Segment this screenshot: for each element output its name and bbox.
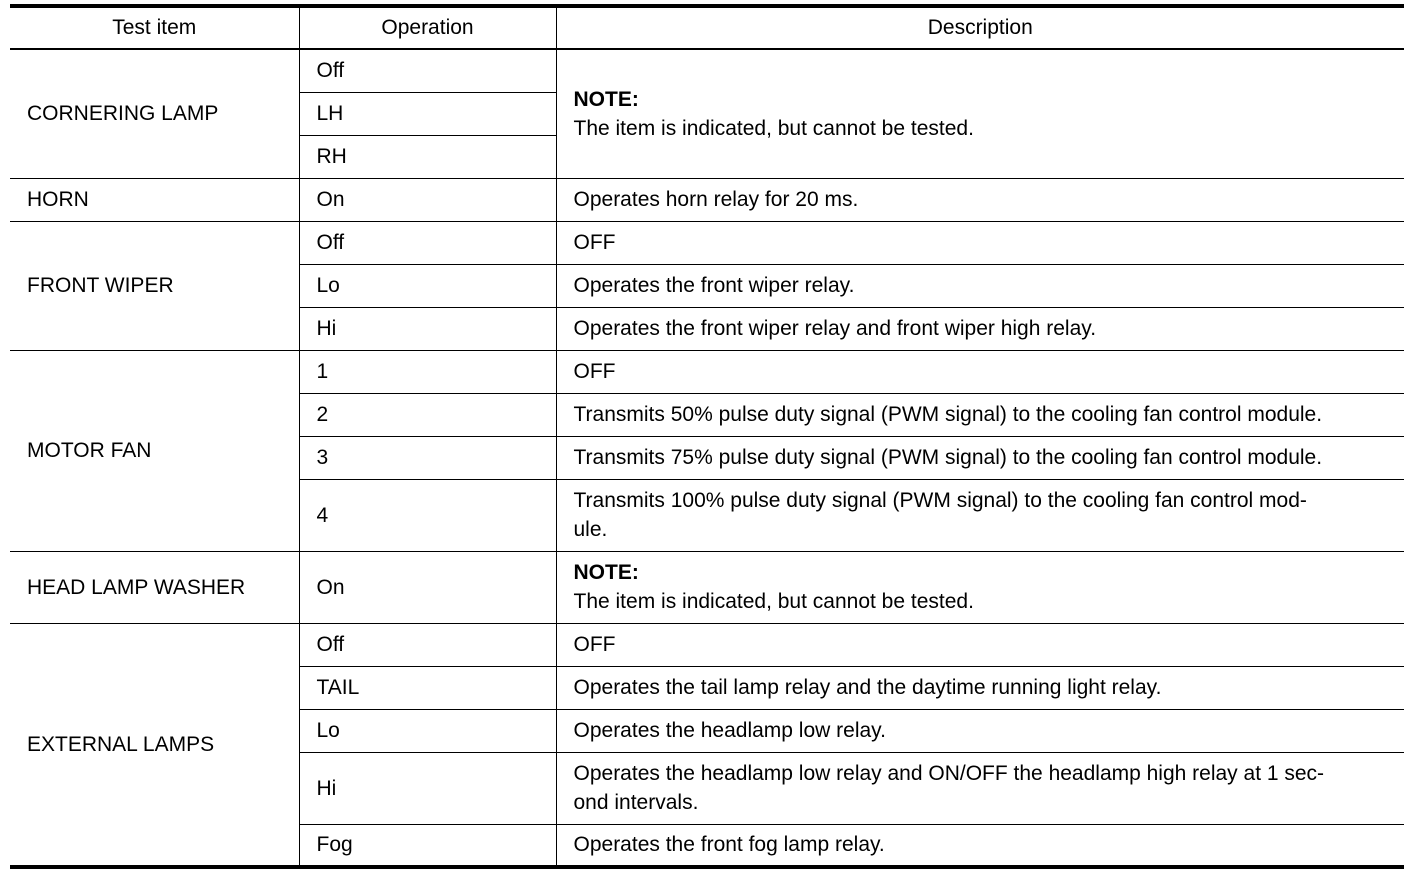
description-cell: OFF <box>556 221 1404 264</box>
header-test-item: Test item <box>10 6 299 49</box>
operation-cell: Fog <box>299 824 556 867</box>
description-cell: Transmits 75% pulse duty signal (PWM signal) to the cooling fan control module. <box>556 436 1404 479</box>
table-row <box>10 623 1404 666</box>
operation-cell: On <box>299 551 556 623</box>
description-cell: Operates the front fog lamp relay. <box>556 824 1404 867</box>
active-test-table-container <box>10 4 1404 869</box>
operation-cell: Lo <box>299 709 556 752</box>
operation-cell: Lo <box>299 264 556 307</box>
table-row <box>10 221 1404 264</box>
description-cell: OFF <box>556 350 1404 393</box>
operation-cell: Off <box>299 623 556 666</box>
operation-cell: Hi <box>299 307 556 350</box>
operation-cell: 4 <box>299 479 556 551</box>
description-line: ond intervals. <box>573 791 699 814</box>
description-cell: Operates the headlamp low relay. <box>556 709 1404 752</box>
description-cell <box>556 479 1404 551</box>
description-cell <box>556 49 1404 178</box>
operation-cell: Off <box>299 221 556 264</box>
operation-cell: LH <box>299 92 556 135</box>
description-cell <box>556 551 1404 623</box>
operation-cell: Off <box>299 49 556 92</box>
table-row <box>10 350 1404 393</box>
table-header-row <box>10 6 1404 49</box>
test-item-cell: FRONT WIPER <box>10 221 299 350</box>
description-cell: Operates the front wiper relay and front wiper high relay. <box>556 307 1404 350</box>
note-text: The item is indicated, but cannot be tested. <box>573 116 974 140</box>
test-item-cell: HORN <box>10 178 299 221</box>
description-cell <box>556 752 1404 824</box>
active-test-table <box>10 4 1404 869</box>
operation-cell: Hi <box>299 752 556 824</box>
operation-cell: RH <box>299 135 556 178</box>
description-line: Operates the headlamp low relay and ON/OFF the headlamp high relay at 1 sec- <box>573 762 1325 785</box>
note-heading: NOTE: <box>573 87 639 111</box>
description-line: ule. <box>573 518 608 541</box>
description-line: Transmits 100% pulse duty signal (PWM signal) to the cooling fan control mod- <box>573 489 1307 512</box>
test-item-cell: HEAD LAMP WASHER <box>10 551 299 623</box>
description-cell: OFF <box>556 623 1404 666</box>
operation-cell: On <box>299 178 556 221</box>
test-item-cell: EXTERNAL LAMPS <box>10 623 299 867</box>
table-row <box>10 49 1404 92</box>
operation-cell: 3 <box>299 436 556 479</box>
description-cell: Transmits 50% pulse duty signal (PWM signal) to the cooling fan control module. <box>556 393 1404 436</box>
test-item-cell: MOTOR FAN <box>10 350 299 551</box>
test-item-cell: CORNERING LAMP <box>10 49 299 178</box>
description-cell: Operates horn relay for 20 ms. <box>556 178 1404 221</box>
operation-cell: 2 <box>299 393 556 436</box>
note-text: The item is indicated, but cannot be tested. <box>573 590 974 613</box>
operation-cell: TAIL <box>299 666 556 709</box>
header-operation: Operation <box>299 6 556 49</box>
note-heading: NOTE: <box>573 561 639 584</box>
description-cell: Operates the front wiper relay. <box>556 264 1404 307</box>
table-row <box>10 178 1404 221</box>
description-cell: Operates the tail lamp relay and the daytime running light relay. <box>556 666 1404 709</box>
table-row <box>10 551 1404 623</box>
operation-cell: 1 <box>299 350 556 393</box>
header-description: Description <box>556 6 1404 49</box>
